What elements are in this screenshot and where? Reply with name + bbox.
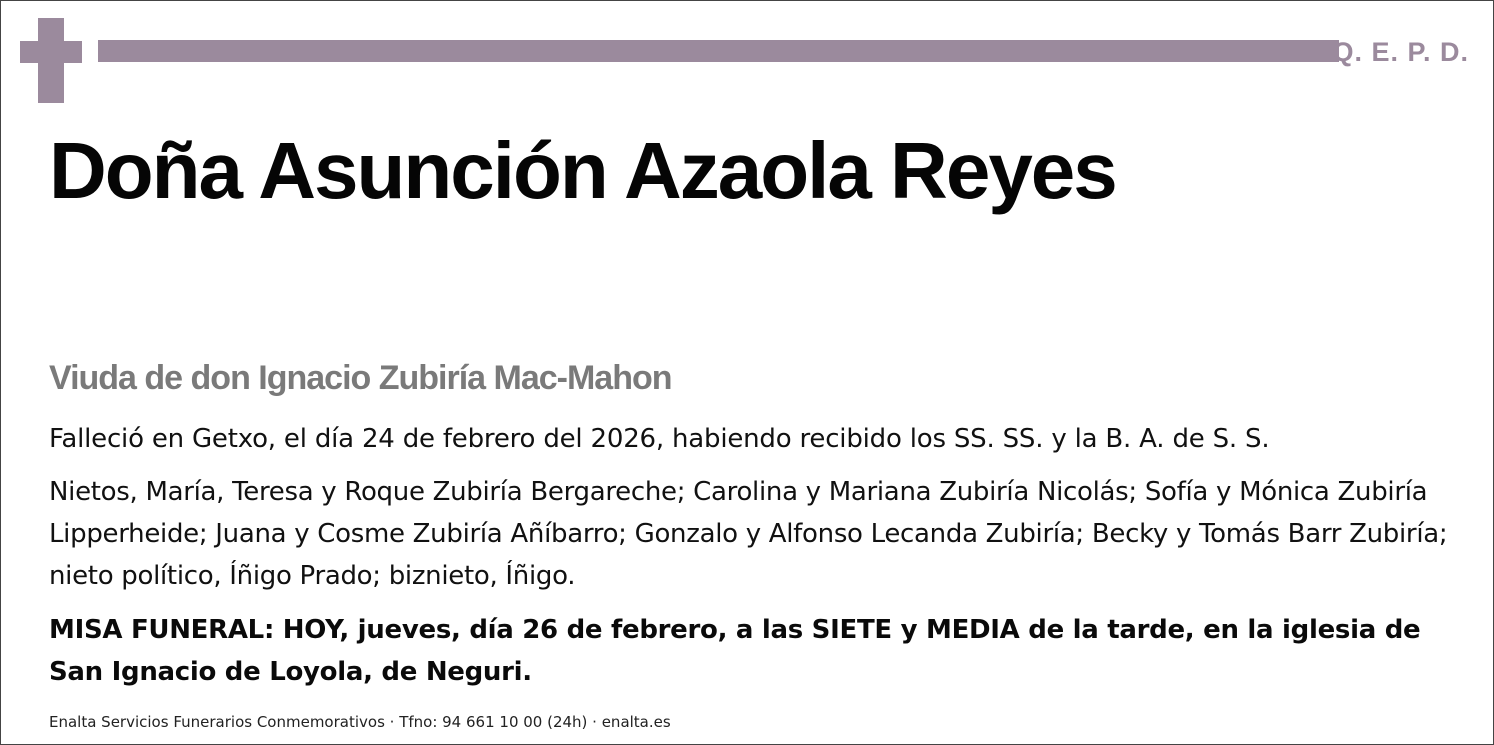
grandchildren-paragraph: Nietos, María, Teresa y Roque Zubiría Bergareche; Carolina y Mariana Zubiría Nicolás; Sofía y Mónica Zubiría Lipperheide; Juana y Cosme Zubiría Añíbarro; Gonzalo y Alfonso Lecanda Zubiría; Becky y Tomás Barr Zubiría; nieto político, Íñigo Prado; biznieto, Íñigo. <box>49 477 1448 591</box>
funeral-mass-paragraph: MISA FUNERAL: HOY, jueves, día 26 de febrero, a las SIETE y MEDIA de la tarde, en la iglesia de San Ignacio de Loyola, de Neguri. <box>49 615 1421 687</box>
qepd-label: Q. E. P. D. <box>1332 37 1469 67</box>
funeral-service-footer: Enalta Servicios Funerarios Conmemorativos · Tfno: 94 661 10 00 (24h) · enalta.es <box>49 713 671 731</box>
header-rule <box>98 40 1339 62</box>
deceased-name: Doña Asunción Azaola Reyes <box>49 126 1116 215</box>
widow-subtitle: Viuda de don Ignacio Zubiría Mac-Mahon <box>49 359 672 397</box>
death-notice-paragraph: Falleció en Getxo, el día 24 de febrero del 2026, habiendo recibido los SS. SS. y la B. A. de S. S. <box>49 424 1270 454</box>
cross-horizontal-bar <box>20 41 82 63</box>
